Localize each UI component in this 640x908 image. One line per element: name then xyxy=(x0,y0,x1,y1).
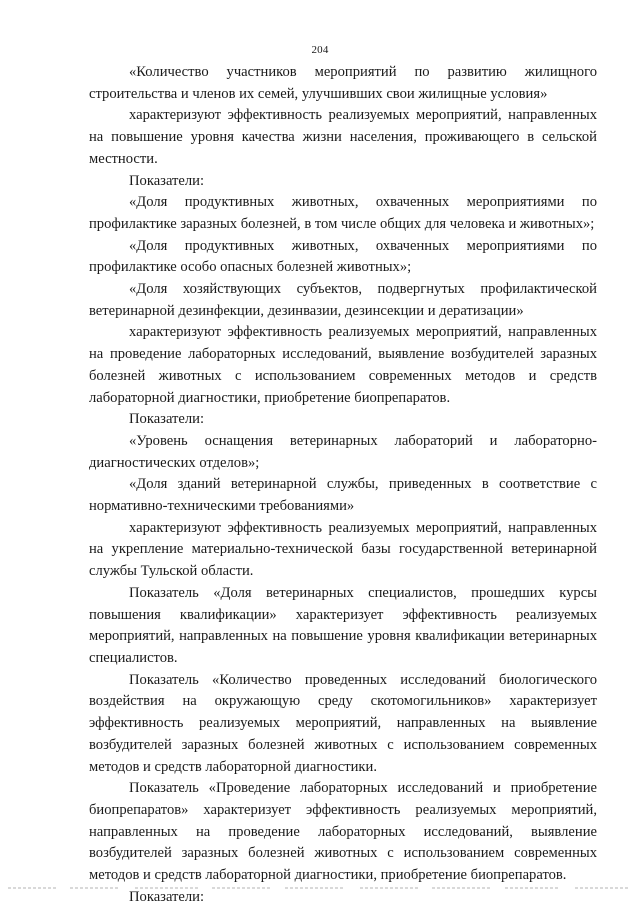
document-body xyxy=(89,62,597,908)
paragraph: «Количество участников мероприятий по развитию жилищного строительства и членов их семей, улучшивших свои жилищные условия» xyxy=(89,64,597,102)
paragraph: Показатель «Проведение лабораторных исследований и приобретение биопрепаратов» характеризует эффективность реализуемых мероприятий, направленных на проведение лабораторных исследований, выявление возбудителей заразных болезней животных с использованием современных методов и средств лабораторной диагностики, приобретение биопрепаратов. xyxy=(89,780,597,884)
paragraph: Показатели: xyxy=(129,411,205,428)
paragraph: «Доля хозяйствующих субъектов, подвергнутых профилактической ветеринарной дезинфекции, дезинвазии, дезинсекции и дератизации» xyxy=(89,281,597,319)
paragraph: характеризуют эффективность реализуемых мероприятий, направленных на повышение уровня качества жизни населения, проживающего в сельской местности. xyxy=(89,107,597,167)
scan-artifact-lines xyxy=(0,885,640,891)
paragraph: «Доля продуктивных животных, охваченных мероприятиями по профилактике особо опасных болезней животных»; xyxy=(89,237,597,276)
paragraph: «Доля продуктивных животных, охваченных мероприятиями по профилактике заразных болезней, в том числе общих для человека и животных»; xyxy=(89,194,597,232)
paragraph: Показатели: xyxy=(129,172,205,189)
paragraph: характеризуют эффективность реализуемых мероприятий, направленных на укрепление материально-технической базы государственной ветеринарной службы Тульской области. xyxy=(89,519,597,580)
paragraph: характеризуют эффективность реализуемых мероприятий, направленных на проведение лабораторных исследований, выявление возбудителей заразных болезней животных с использованием современных методов и средств лабораторной диагностики, приобретение биопрепаратов. xyxy=(89,324,597,406)
paragraph: «Доля зданий ветеринарной службы, приведенных в соответствие с нормативно-техническими требованиями» xyxy=(89,476,597,515)
paragraph: Показатель «Доля ветеринарных специалистов, прошедших курсы повышения квалификации» характеризует эффективность реализуемых мероприятий, направленных на повышение уровня квалификации ветеринарных специалистов. xyxy=(89,584,597,666)
page-number: 204 xyxy=(311,44,329,56)
paragraph: Показатель «Количество проведенных исследований биологического воздействия на окружающую среду скотомогильников» характеризует эффективность реализуемых мероприятий, направленных на выявление возбудителей заразных болезней животных с использованием современных методов и средств лабораторной диагностики. xyxy=(89,671,597,775)
paragraph: Показатели: xyxy=(129,888,205,905)
paragraph: «Уровень оснащения ветеринарных лабораторий и лабораторно-диагностических отделов»; xyxy=(89,432,597,471)
